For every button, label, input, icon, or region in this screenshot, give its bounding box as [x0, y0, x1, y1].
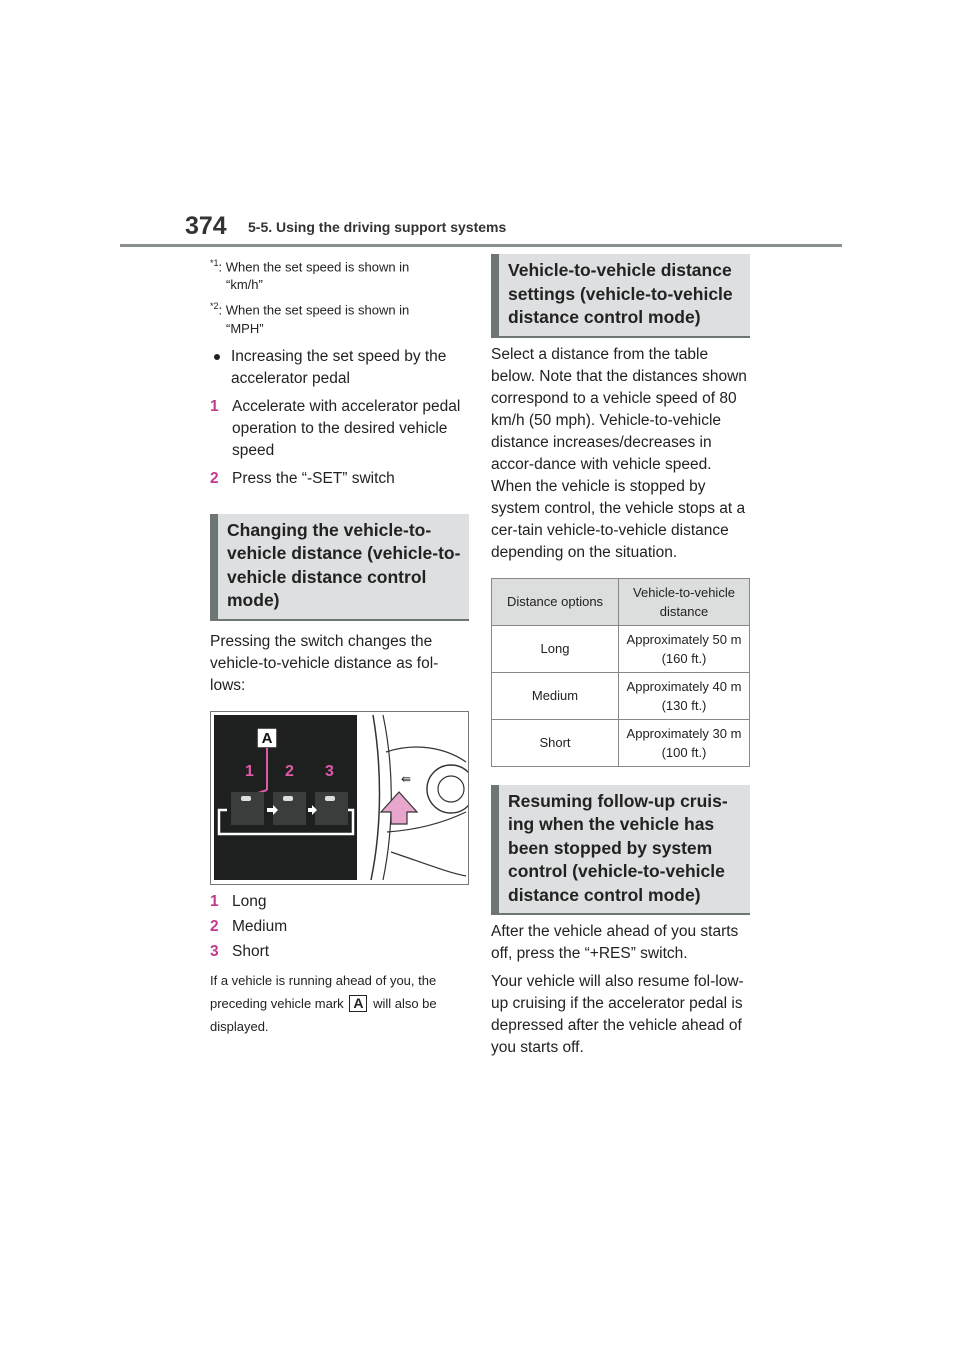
- illustration-drawing: [211, 712, 468, 884]
- footnote-1: [210, 254, 472, 294]
- option-number: 1: [210, 892, 219, 910]
- table-cell: Approximately 30 m (100 ft.): [619, 719, 750, 766]
- table-header-row: [492, 578, 750, 625]
- step-item: [210, 468, 472, 490]
- step-text: Accelerate with accelerator pedal operation to the desired vehicle speed: [232, 397, 461, 459]
- footnote-mark: *2: [210, 301, 219, 312]
- section-heading-changing-distance: Changing the vehicle-to-vehicle distance (vehicle-to-vehicle distance control mode): [210, 514, 469, 621]
- label-a-text: A: [261, 729, 273, 747]
- steering-outline: [383, 715, 391, 880]
- table-row: [492, 672, 750, 719]
- option-item: [210, 891, 472, 913]
- option-text: Short: [232, 942, 270, 960]
- note-text: [210, 969, 465, 1038]
- step-item: [210, 396, 472, 462]
- option-item: [210, 916, 472, 938]
- switch-dial: [427, 765, 468, 813]
- section-heading-distance-settings: Vehicle-to-vehicle distance settings (vehicle-to-vehicle distance control mode): [491, 254, 750, 338]
- resume-text-2: Your vehicle will also resume fol-low-up cruising if the accelerator pedal is depressed after the vehicle ahead of you starts off.: [491, 973, 744, 1056]
- page-number: 374: [185, 212, 227, 240]
- distance-switch-icon: ⇚: [401, 771, 412, 786]
- note-part-1: If a vehicle is running ahead of you, the preceding vehicle mark: [210, 972, 437, 1011]
- bullet-text: Increasing the set speed by the accelerator pedal: [231, 347, 447, 387]
- bullet-icon: [214, 354, 220, 360]
- table-cell: Medium: [492, 672, 619, 719]
- section-title: 5-5. Using the driving support systems: [248, 219, 507, 235]
- switch-dial-inner: [438, 776, 464, 802]
- option-number: 2: [210, 917, 219, 935]
- car-icon: [241, 796, 251, 801]
- table-header-cell: Vehicle-to-vehicle distance: [619, 578, 750, 625]
- option-text: Medium: [232, 917, 288, 935]
- table-row: [492, 719, 750, 766]
- table-cell: Approximately 50 m (160 ft.): [619, 625, 750, 672]
- figure-number-3: 3: [325, 762, 334, 780]
- intro-text: Pressing the switch changes the vehicle-to-vehicle distance as fol-lows:: [210, 632, 439, 694]
- table-cell: Short: [492, 719, 619, 766]
- step-number: 2: [210, 469, 219, 487]
- table-row: [492, 625, 750, 672]
- section-heading-resuming: Resuming follow-up cruis-ing when the vehicle has been stopped by system control (vehicle-to-vehicle distance control mode): [491, 785, 750, 916]
- table-cell: Approximately 40 m (130 ft.): [619, 672, 750, 719]
- table-cell: Long: [492, 625, 619, 672]
- note-part-2: will also be displayed.: [210, 995, 437, 1034]
- distance-settings-text: Select a distance from the table below. Note that the distances shown correspond to a vehicle speed of 80 km/h (50 mph). Vehicle-to-vehicle distance increases/decreases in accor-dance with vehicle speed. When the vehicle is stopped by system control, the vehicle stops at a cer-tain vehicle-to-vehicle distance depending on the situation.: [491, 345, 747, 561]
- figure-number-1: 1: [245, 762, 254, 780]
- option-item: [210, 941, 472, 963]
- step-number: 1: [210, 397, 219, 415]
- bullet-item: [210, 346, 472, 390]
- steering-outline: [371, 715, 380, 880]
- footnote-mark: *1: [210, 258, 219, 268]
- figure-number-2: 2: [285, 762, 294, 780]
- left-column: [210, 254, 472, 1038]
- option-number: 3: [210, 942, 219, 960]
- car-icon: [325, 796, 335, 801]
- right-column: [491, 254, 753, 1059]
- step-text: Press the “-SET” switch: [232, 469, 395, 487]
- footnote-2: [210, 297, 472, 337]
- footnote-text-cont: “km/h”: [226, 277, 263, 293]
- resume-text-1: After the vehicle ahead of you starts off, press the “+RES” switch.: [491, 923, 739, 962]
- car-icon: [283, 796, 293, 801]
- distance-table: [491, 578, 750, 767]
- header-divider: [120, 244, 842, 247]
- steering-spoke: [391, 852, 466, 876]
- preceding-vehicle-mark: A: [349, 995, 367, 1012]
- steering-spoke: [386, 747, 466, 762]
- footnote-text: : When the set speed is shown in: [218, 302, 410, 318]
- footnote-text: : When the set speed is shown in: [218, 259, 410, 275]
- option-text: Long: [232, 892, 267, 910]
- table-header-cell: Distance options: [492, 578, 619, 625]
- switch-illustration: [210, 711, 469, 885]
- footnote-text-cont: “MPH”: [226, 320, 264, 336]
- press-arrow-icon: [381, 792, 417, 824]
